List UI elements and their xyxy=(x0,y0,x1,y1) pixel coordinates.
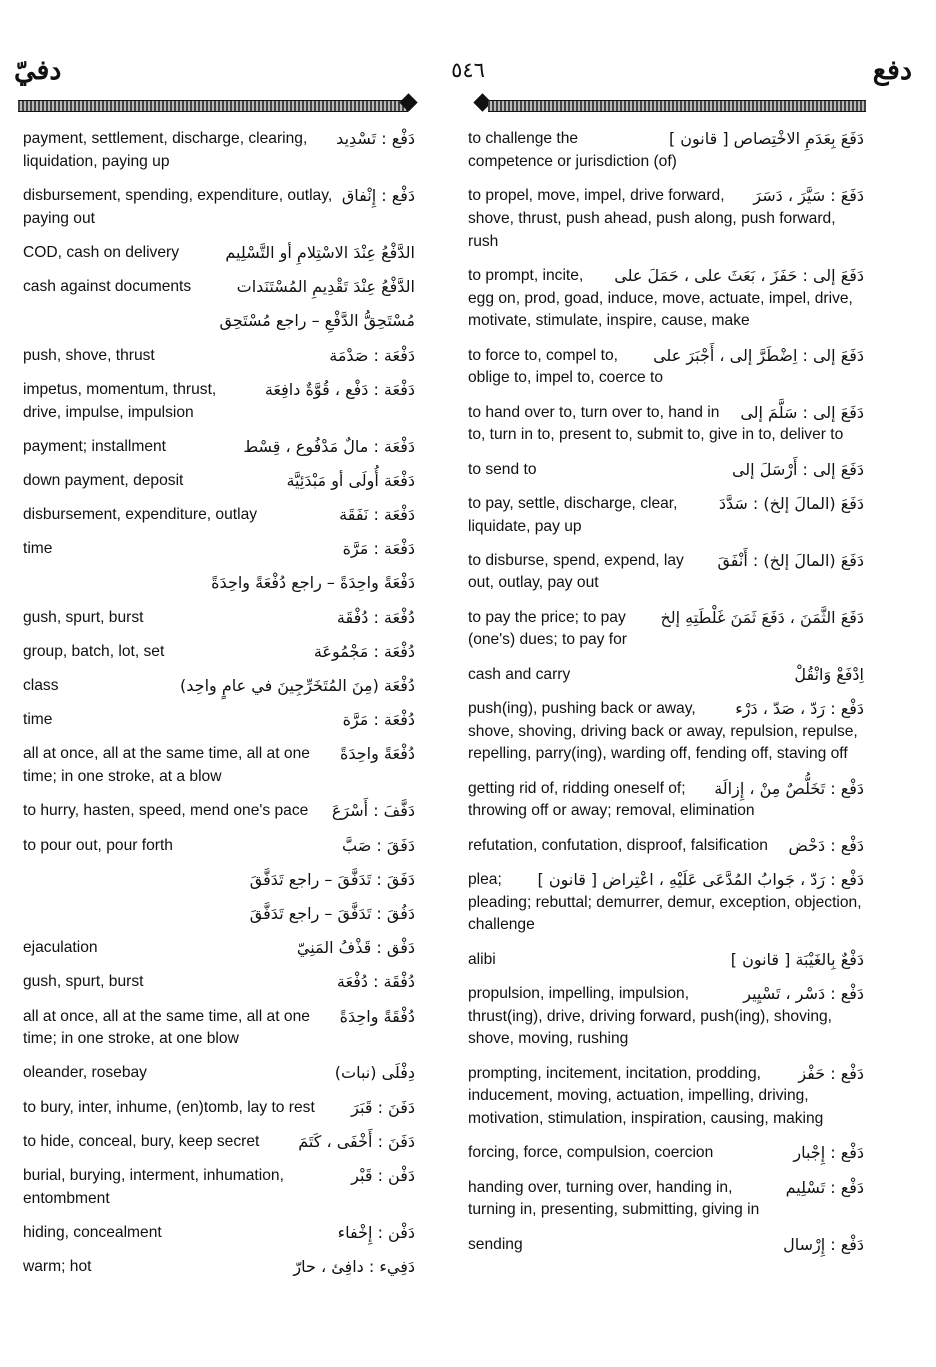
arabic-headword: دَفْعَة أُولَى أو مَبْدَئِيَّة xyxy=(286,470,415,490)
english-definition: warm; hot xyxy=(23,1258,92,1276)
dictionary-entry xyxy=(468,664,864,687)
english-definition: to pay, settle, discharge, clear, liquidate, pay up xyxy=(468,494,678,535)
arabic-headword: دَفْع : تَسْلِيم xyxy=(785,1177,864,1197)
dictionary-entry xyxy=(23,310,415,333)
dictionary-entry xyxy=(468,459,864,482)
english-definition: forcing, force, compulsion, coercion xyxy=(468,1144,714,1162)
arabic-headword: دَفْعَة : نَفَقَة xyxy=(339,505,415,525)
dictionary-entry xyxy=(23,607,415,630)
dictionary-entry xyxy=(23,345,415,368)
arabic-headword: دَفْع : إِجْبار xyxy=(793,1143,864,1163)
english-definition: hiding, concealment xyxy=(23,1224,162,1242)
dictionary-entry xyxy=(23,538,415,561)
page-number: ٥٤٦ xyxy=(451,58,485,82)
english-definition: down payment, deposit xyxy=(23,471,184,489)
dictionary-entry xyxy=(468,550,864,596)
dictionary-entry xyxy=(23,572,415,595)
english-definition: to hurry, hasten, speed, mend one's pace xyxy=(23,802,309,820)
english-definition: payment; installment xyxy=(23,437,167,455)
dictionary-entry xyxy=(468,1177,864,1223)
arabic-headword: دُفْعَة : دُفْقَة xyxy=(336,607,415,627)
arabic-headword: دَفْعَةً واحِدَةً – راجع دُفْعَةً واحِدَةً xyxy=(211,573,415,593)
arabic-headword: دُفْعَة : مَرَّة xyxy=(342,710,415,730)
arabic-headword: دَفْعَة : مالٌ مَدْفُوع ، قِسْط xyxy=(243,436,415,456)
dictionary-entry xyxy=(468,1142,864,1165)
arabic-headword: دَفَعَ (المالَ إلخ) : سَدَّدَ xyxy=(718,493,864,513)
english-definition: payment, settlement, discharge, clearing, liquidation, paying up xyxy=(23,130,308,170)
english-definition: class xyxy=(23,677,59,695)
arabic-headword: دَفْع : إِرْسال xyxy=(783,1234,864,1254)
arabic-headword: دُفْعَة (مِنَ المُتَخَرِّجِينَ في عامٍ واحِد) xyxy=(180,676,415,696)
dictionary-entry xyxy=(468,1234,864,1257)
arabic-headword: دَفَعَ إلى : أَرْسَلَ إلى xyxy=(731,459,864,479)
english-definition: push(ing), pushing back or away, shove, shoving, driving back or away, repulsion, repulse, repelling, parry(ing), warding off, fending off, staving off xyxy=(468,699,858,763)
dictionary-entry xyxy=(23,1131,415,1154)
arabic-headword: دَفْعٌ بِالغَيْبَة [ قانون ] xyxy=(730,949,864,969)
arabic-headword: مُسْتَحِقُّ الدَّفْعِ – راجع مُسْتَحِق xyxy=(219,311,415,331)
dictionary-entry xyxy=(23,937,415,960)
dictionary-entry xyxy=(468,835,864,858)
english-definition: cash against documents xyxy=(23,278,192,296)
english-definition: gush, spurt, burst xyxy=(23,973,144,991)
dictionary-entry xyxy=(468,949,864,972)
english-definition: disbursement, spending, expenditure, outlay, paying out xyxy=(23,186,333,227)
dictionary-entry xyxy=(23,504,415,527)
dictionary-entry xyxy=(468,1063,864,1131)
english-definition: all at once, all at the same time, all at one time; in one stroke, at a blow xyxy=(23,745,310,786)
arabic-headword: دُفْعَةً واحِدَةً xyxy=(340,744,415,764)
english-definition: gush, spurt, burst xyxy=(23,608,144,626)
arabic-headword: دَفْع : إِنْفاق xyxy=(341,185,415,205)
arabic-headword: دَفْع : دَحْض xyxy=(788,835,864,855)
english-definition: push, shove, thrust xyxy=(23,346,155,364)
arabic-headword: دَفْعَة : دَفْع ، قُوَّةٌ دافِعَة xyxy=(264,379,415,399)
left-guide-word: دفيّ xyxy=(14,55,62,86)
english-definition: to challenge the competence or jurisdiction (of) xyxy=(468,130,677,170)
dictionary-entry xyxy=(23,128,415,174)
dictionary-entry xyxy=(23,800,415,823)
dictionary-entry xyxy=(23,869,415,892)
english-definition: time xyxy=(23,711,53,729)
dictionary-entry xyxy=(23,185,415,231)
dictionary-entry xyxy=(23,709,415,732)
dictionary-entry xyxy=(23,470,415,493)
arabic-headword: دَفَنَ : أَخْفَى ، كَتَمَ xyxy=(298,1131,415,1151)
dictionary-entry xyxy=(468,983,864,1051)
english-definition: prompting, incitement, incitation, prodding, inducement, moving, actuation, impelling, driving, motivation, stimulation, inspiration, causing, making xyxy=(468,1064,824,1128)
english-definition: impetus, momentum, thrust, drive, impulse, impulsion xyxy=(23,380,217,421)
dictionary-entry xyxy=(23,835,415,858)
arabic-headword: دَفَقَ : تَدَفَّقَ – راجع تَدَفَّقَ xyxy=(249,869,415,889)
english-definition: to prompt, incite, egg on, prod, goad, induce, move, actuate, impel, drive, motivate, stimulate, inspire, cause, make xyxy=(468,266,853,330)
dictionary-entry xyxy=(23,1165,415,1211)
english-definition: COD, cash on delivery xyxy=(23,243,179,261)
english-definition: to disburse, spend, expend, lay out, outlay, pay out xyxy=(468,551,684,592)
arabic-headword: دَفْعَة : مَرَّة xyxy=(342,539,415,559)
dictionary-entry xyxy=(23,1097,415,1120)
english-definition: to bury, inter, inhume, (en)tomb, lay to rest xyxy=(23,1098,315,1116)
header-rule-right xyxy=(488,100,866,112)
english-definition: to propel, move, impel, drive forward, shove, thrust, push ahead, push along, push forward, rush xyxy=(468,186,836,250)
dictionary-entry xyxy=(468,345,864,391)
dictionary-entry xyxy=(468,185,864,253)
left-column xyxy=(23,128,415,1290)
arabic-headword: دَفَعَ إلى : اِضْطَرَّ إلى ، أَجْبَرَ على xyxy=(653,345,864,365)
right-guide-word: دفع xyxy=(872,55,912,86)
dictionary-entry xyxy=(23,436,415,459)
english-definition: group, batch, lot, set xyxy=(23,642,165,660)
dictionary-entry xyxy=(468,698,864,766)
english-definition: refutation, confutation, disproof, falsification xyxy=(468,836,768,854)
english-definition: cash and carry xyxy=(468,665,571,683)
arabic-headword: دَفْع : حَفْز xyxy=(798,1063,864,1083)
arabic-headword: الدَّفْعُ عِنْدَ الاسْتِلامِ أو التَّسْلِيم xyxy=(225,242,415,262)
arabic-headword: دَفْن : قَبْر xyxy=(351,1166,415,1186)
english-definition: oleander, rosebay xyxy=(23,1064,147,1082)
arabic-headword: دَفْع : تَخَلُّصٌ مِنْ ، إِزالَة xyxy=(714,778,864,798)
dictionary-entry xyxy=(23,641,415,664)
dictionary-entry xyxy=(23,971,415,994)
english-definition: to send to xyxy=(468,460,537,478)
arabic-headword: دَفْق : قَذْفُ المَنِيّ xyxy=(296,938,415,958)
arabic-headword: دَفْع : رَدّ ، جَوابُ المُدَّعَى عَلَيْهِ ، اعْتِراض [ قانون ] xyxy=(537,869,864,889)
english-definition: sending xyxy=(468,1235,523,1253)
dictionary-entry xyxy=(23,1222,415,1245)
right-column xyxy=(468,128,864,1268)
dictionary-entry xyxy=(468,493,864,539)
arabic-headword: دَفَعَ (المالَ إلخ) : أَنْفَقَ xyxy=(717,550,864,570)
header-rule-left xyxy=(18,100,408,112)
arabic-headword: دَفْع : تَسْدِيد xyxy=(336,129,415,148)
english-definition: to hide, conceal, bury, keep secret xyxy=(23,1132,260,1150)
dictionary-entry xyxy=(23,1256,415,1279)
english-definition: to pay the price; to pay (one's) dues; to pay for xyxy=(468,608,627,649)
arabic-headword: دُفْقَةً واحِدَةً xyxy=(339,1006,415,1026)
arabic-headword: دَفْع : رَدّ ، صَدّ ، دَرْء xyxy=(735,698,864,718)
arabic-headword: دَفَقَ : صَبَّ xyxy=(342,835,415,855)
dictionary-entry xyxy=(23,276,415,299)
english-definition: alibi xyxy=(468,950,496,968)
arabic-headword: دَفْعَة : صَدْمَة xyxy=(329,345,415,365)
arabic-headword: دِفْلَى (نبات) xyxy=(334,1063,415,1083)
arabic-headword: دُفْعَة : مَجْمُوعَة xyxy=(313,641,415,661)
english-definition: to force to, compel to, oblige to, impel to, coerce to xyxy=(468,346,664,387)
dictionary-entry xyxy=(23,903,415,926)
english-definition: plea; pleading; rebuttal; demurrer, demur, exception, objection, challenge xyxy=(468,870,862,934)
dictionary-entry xyxy=(468,778,864,824)
english-definition: to hand over to, turn over to, hand in to, turn in to, present to, submit to, give in to, deliver to xyxy=(468,403,844,444)
dictionary-entry xyxy=(23,1006,415,1052)
arabic-headword: الدَّفْعُ عِنْدَ تَقْدِيمِ المُسْتَنَدات xyxy=(236,277,415,297)
dictionary-entry xyxy=(23,1062,415,1085)
arabic-headword: دَفَعَ إلى : حَفَزَ ، بَعَثَ على ، حَمَلَ على xyxy=(614,265,864,285)
dictionary-entry xyxy=(468,128,864,174)
arabic-headword: دَفَعَ : سَيَّرَ ، دَسَرَ xyxy=(753,185,864,205)
arabic-headword: دَفْن : إِخْفاء xyxy=(337,1223,415,1243)
arabic-headword: دَفُقَ : تَدَفَّقَ – راجع تَدَفَّقَ xyxy=(249,903,415,923)
english-definition: propulsion, impelling, impulsion, thrust(ing), drive, driving forward, push(ing), shoving, shove, moving, rushing xyxy=(468,984,833,1048)
english-definition: ejaculation xyxy=(23,939,98,957)
arabic-headword: دَفْع : دَسْر ، تَسْيِير xyxy=(743,983,864,1003)
english-definition: handing over, turning over, handing in, turning in, presenting, submitting, giving in xyxy=(468,1178,760,1219)
dictionary-entry xyxy=(23,675,415,698)
dictionary-entry xyxy=(468,265,864,333)
arabic-headword: اِدْفَعْ وَانْقُلْ xyxy=(794,664,864,684)
english-definition: time xyxy=(23,540,53,558)
arabic-headword: دَفَعَ إلى : سَلَّمَ إلى xyxy=(740,402,864,422)
arabic-headword: دُفْقَة : دُفْعَة xyxy=(336,972,415,992)
english-definition: getting rid of, ridding oneself of; throwing off or away; removal, elimination xyxy=(468,779,755,820)
dictionary-entry xyxy=(23,743,415,789)
arabic-headword: دَفِيء : دافِئ ، حارّ xyxy=(293,1257,415,1277)
english-definition: to pour out, pour forth xyxy=(23,836,173,854)
dictionary-entry xyxy=(468,869,864,937)
english-definition: all at once, all at the same time, all at one time; in one stroke, at one blow xyxy=(23,1007,310,1048)
dictionary-entry xyxy=(468,402,864,448)
arabic-headword: دَفَعَ بِعَدَمِ الاخْتِصاص [ قانون ] xyxy=(668,129,864,148)
english-definition: disbursement, expenditure, outlay xyxy=(23,506,258,524)
arabic-headword: دَفَنَ : قَبَرَ xyxy=(351,1097,415,1117)
english-definition: burial, burying, interment, inhumation, entombment xyxy=(23,1167,284,1207)
dictionary-entry xyxy=(468,607,864,653)
page-header xyxy=(0,0,936,120)
dictionary-entry xyxy=(23,379,415,425)
dictionary-entry xyxy=(23,242,415,265)
arabic-headword: دَفَعَ الثَّمَنَ ، دَفَعَ ثَمَنَ غَلْطَتِهِ إلخ xyxy=(660,607,864,627)
arabic-headword: دَفَّفَ : أَسْرَعَ xyxy=(331,801,415,821)
